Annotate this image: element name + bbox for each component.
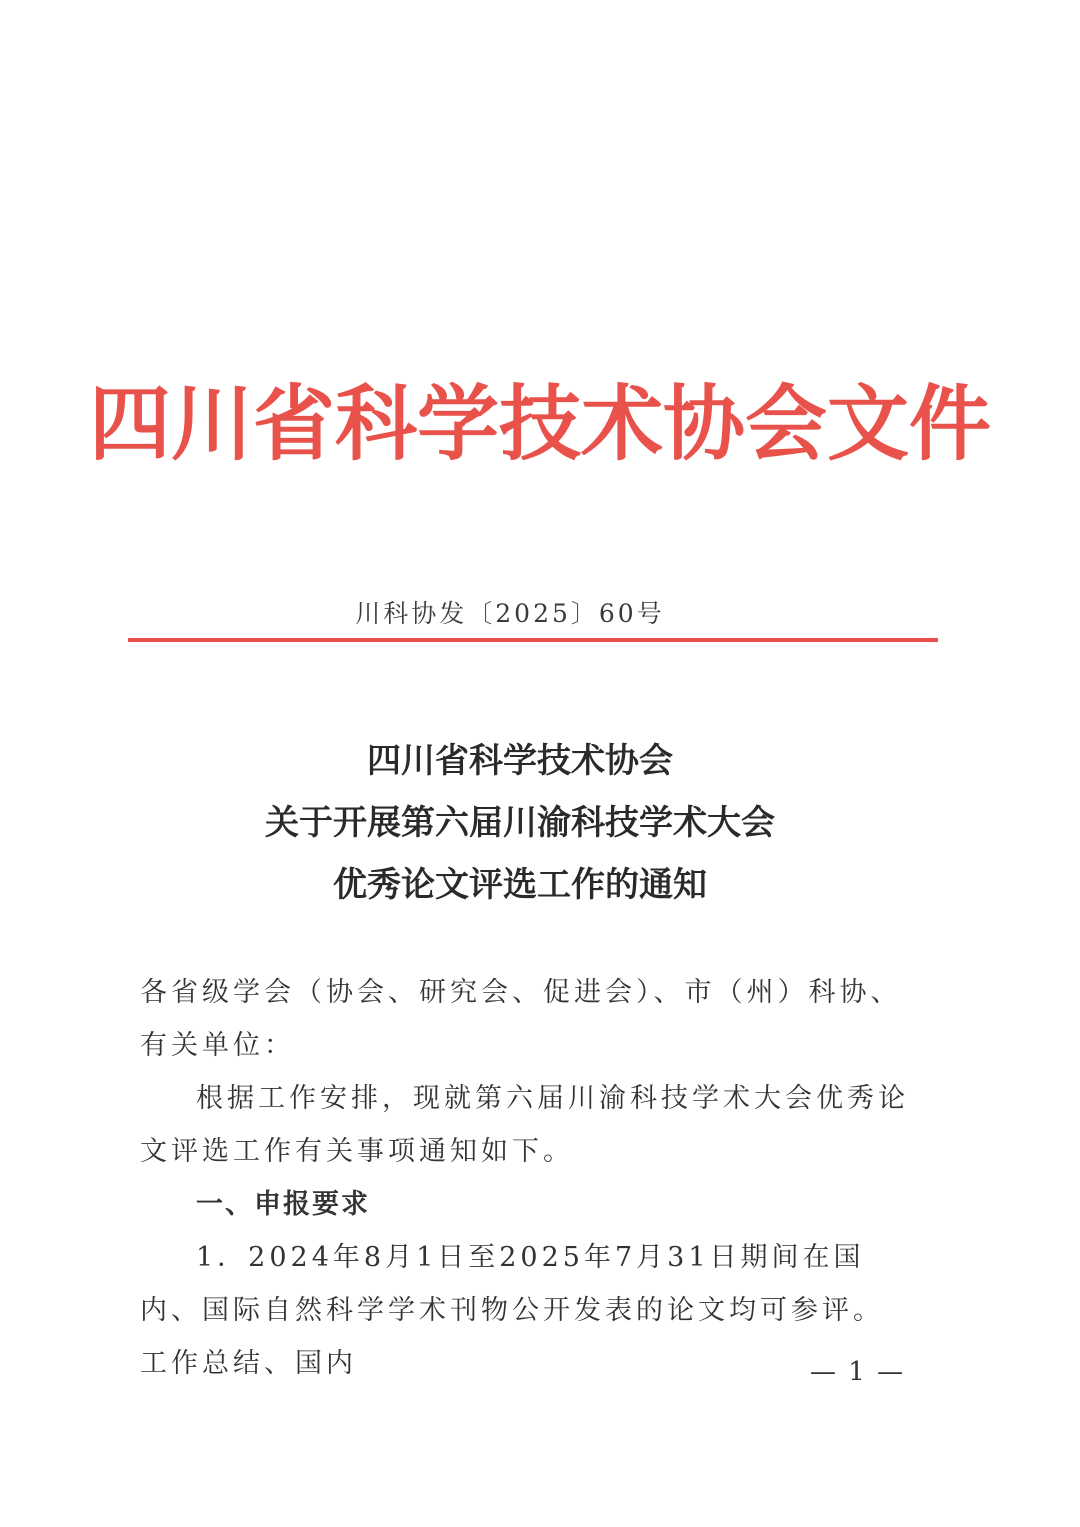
addressee-paragraph: 各省级学会（协会、研究会、促进会）、市（州）科协、有关单位： <box>140 977 902 1061</box>
letterhead-title: 四川省科学技术协会文件 <box>88 377 991 472</box>
intro-paragraph: 根据工作安排，现就第六届川渝科技学术大会优秀论文评选工作有关事项通知如下。 <box>140 1083 909 1167</box>
list-item-1: 1．2024年8月1日至2025年7月31日期间在国内、国际自然科学学术刊物公开发表的论文均可参评。工作总结、国内 <box>140 1242 884 1379</box>
title-line-1: 四川省科学技术协会 <box>367 741 673 781</box>
title-line-3: 优秀论文评选工作的通知 <box>333 865 707 905</box>
title-line-2: 关于开展第六届川渝科技学术大会 <box>265 803 775 843</box>
notice-title <box>0 730 1040 916</box>
page-number: — 1 — <box>810 1357 906 1387</box>
document-body <box>140 966 910 1390</box>
document-number: 川科协发〔2025〕60号 <box>355 599 665 628</box>
red-divider-line <box>128 638 938 642</box>
section-heading-1: 一、申报要求 <box>196 1189 370 1220</box>
